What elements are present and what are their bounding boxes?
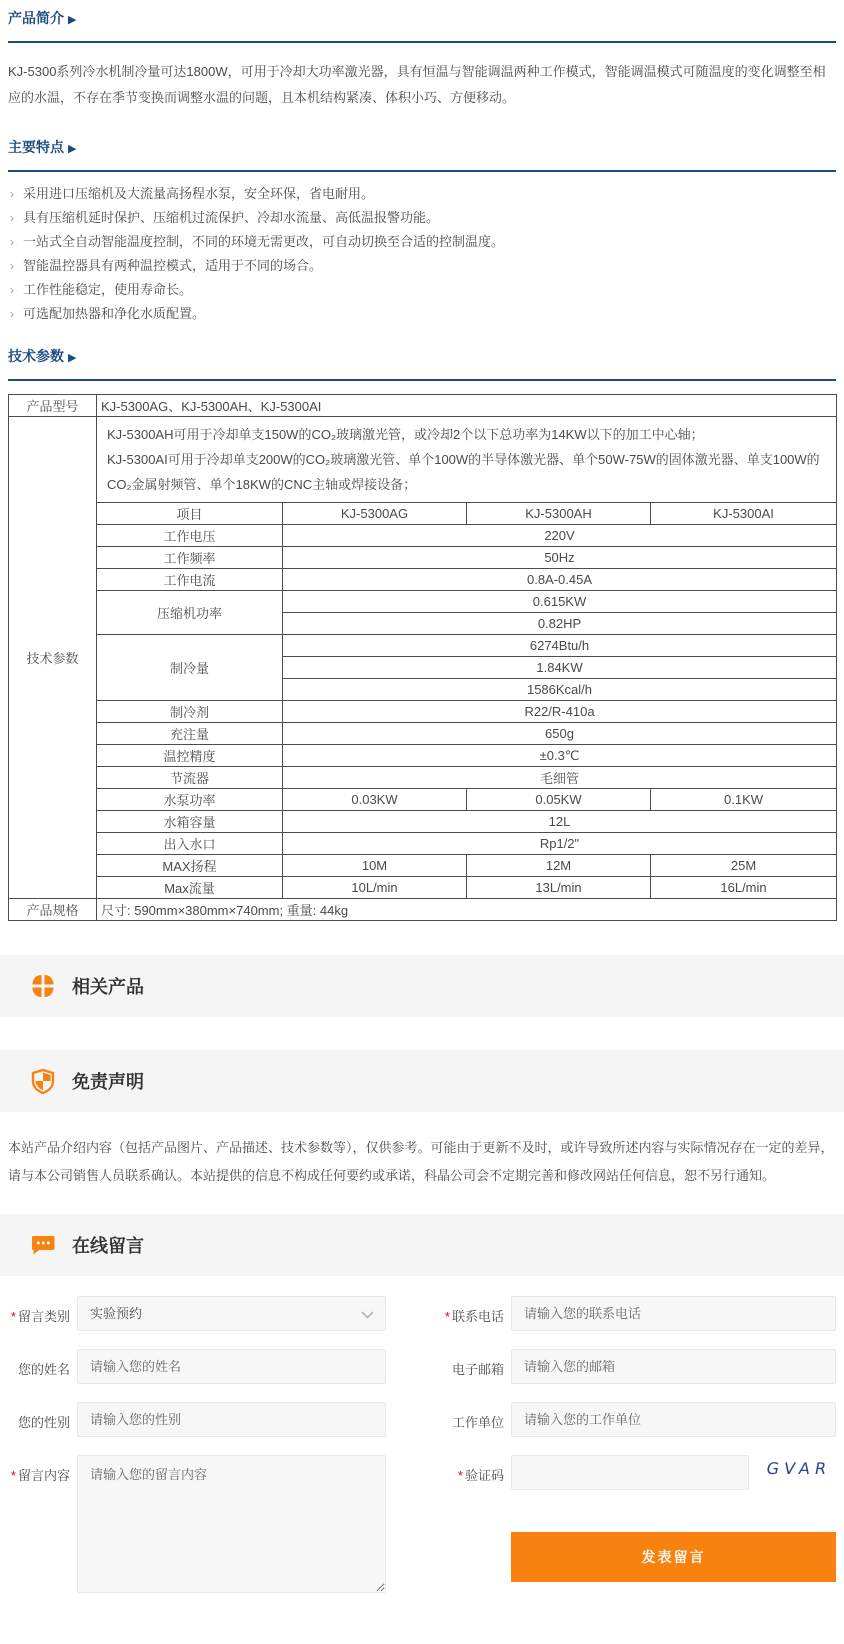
online-message-band [0,1214,844,1276]
form-row-email [442,1349,836,1384]
form-row-name [8,1349,386,1384]
spec-description-cell [97,417,837,503]
row-value: ±0.3℃ [283,745,837,767]
name-label: 您的姓名 [17,1362,70,1377]
table-row [9,701,837,723]
arrow-right-icon: ▶ [68,143,77,155]
table-row [9,855,837,877]
arrow-right-icon: ▶ [68,14,77,26]
chat-bubble-icon [30,1232,56,1258]
table-row [9,525,837,547]
form-right-column [442,1296,836,1614]
row-label: 工作电流 [97,569,283,591]
feature-text: 可选配加热器和净化水质配置。 [23,306,206,321]
row-value: 1586Kcal/h [283,679,837,701]
row-label: 出入水口 [97,833,283,855]
table-row [9,417,837,503]
captcha-input[interactable] [511,1455,749,1490]
message-form [8,1296,836,1614]
disclaimer-text: 本站产品介绍内容（包括产品图片、产品描述、技术参数等），仅供参考。可能由于更新不及时，或许导致所述内容与实际情况存在一定的差异，请与本公司销售人员联系确认。本站提供的信息不构成任何要约或承诺，科晶公司会不定期完善和修改网站任何信息，恕不另行通知。 [8,1140,834,1183]
four-petal-icon [30,973,56,999]
row-value: 50Hz [283,547,837,569]
feature-text: 采用进口压缩机及大流量高扬程水泵，安全环保，省电耐用。 [23,186,375,201]
list-item [10,182,836,206]
form-row-phone [442,1296,836,1331]
bottom-spacer [0,1614,844,1644]
row-value: Rp1/2" [283,833,837,855]
features-list [10,182,836,326]
table-row [9,591,837,613]
category-select[interactable] [77,1296,386,1331]
row-value: 0.03KW [283,789,467,811]
row-value: 10L/min [283,877,467,899]
message-content-textarea[interactable] [77,1455,386,1593]
table-row [9,789,837,811]
captcha-image[interactable]: GVAR [764,1459,833,1478]
form-row-captcha [442,1455,836,1490]
related-products-title: 相关产品 [72,977,144,997]
table-header-row [9,503,837,525]
table-row [9,745,837,767]
row-value: 13L/min [467,877,651,899]
column-header: 项目 [97,503,283,525]
bullet-icon: › [10,235,14,249]
feature-text: 具有压缩机延时保护、压缩机过流保护、冷却水流量、高低温报警功能。 [23,210,440,225]
gender-label: 您的性别 [17,1415,70,1430]
form-row-category [8,1296,386,1331]
params-group-label: 技术参数 [9,417,97,899]
row-value: 650g [283,723,837,745]
desc-line: KJ-5300AH可用于冷却单支150W的CO₂玻璃激光管，或冷却2个以下总功率为14KW以下的加工中心轴； [107,427,704,442]
row-label: MAX扬程 [97,855,283,877]
row-value: 6274Btu/h [283,635,837,657]
row-value: 0.05KW [467,789,651,811]
row-label: 水箱容量 [97,811,283,833]
row-value: 毛细管 [283,767,837,789]
row-value: 0.1KW [651,789,837,811]
features-title: 主要特点 [8,139,64,155]
row-label: 工作电压 [97,525,283,547]
required-asterisk: * [10,1309,16,1324]
company-input[interactable] [511,1402,836,1437]
row-value: 220V [283,525,837,547]
submit-message-button[interactable]: 发表留言 [511,1532,836,1582]
desc-line: KJ-5300AI可用于冷却单支200W的CO₂玻璃激光管、单个100W的半导体激光器、单个50W-75W的固体激光器、单支100W的CO₂金属射频管、单个18KW的CNC主轴或焊接设备； [107,452,820,492]
gender-input[interactable] [77,1402,386,1437]
form-row-content [8,1455,386,1596]
disclaimer-title: 免责声明 [72,1072,144,1092]
row-value: 25M [651,855,837,877]
row-value: 10M [283,855,467,877]
row-value: 16L/min [651,877,837,899]
list-item [10,254,836,278]
feature-text: 工作性能稳定，使用寿命长。 [23,282,193,297]
bullet-icon: › [10,187,14,201]
table-row [9,767,837,789]
row-label: 产品规格 [9,899,97,921]
section-head-features [8,137,836,172]
table-row [9,723,837,745]
shield-icon [30,1068,56,1094]
form-row-gender [8,1402,386,1437]
row-label: 节流器 [97,767,283,789]
list-item [10,278,836,302]
bullet-icon: › [10,307,14,321]
bullet-icon: › [10,211,14,225]
form-row-company [442,1402,836,1437]
row-label: 制冷量 [97,635,283,701]
row-label: 产品型号 [9,395,97,417]
arrow-right-icon: ▶ [68,352,77,364]
column-header: KJ-5300AH [467,503,651,525]
table-row [9,877,837,899]
row-label: 制冷剂 [97,701,283,723]
disclaimer-band [0,1050,844,1112]
spec-size-value: 尺寸: 590mm×380mm×740mm; 重量: 44kg [97,899,837,921]
email-input[interactable] [511,1349,836,1384]
intro-title: 产品简介 [8,10,64,26]
name-input[interactable] [77,1349,386,1384]
phone-label: * 联系电话 [444,1309,504,1324]
row-label: Max流量 [97,877,283,899]
table-row [9,899,837,921]
row-label: 压缩机功率 [97,591,283,635]
table-row [9,569,837,591]
row-value: 12L [283,811,837,833]
required-asterisk: * [444,1309,450,1324]
phone-input[interactable] [511,1296,836,1331]
required-asterisk: * [457,1468,463,1483]
column-header: KJ-5300AG [283,503,467,525]
bullet-icon: › [10,259,14,273]
feature-text: 一站式全自动智能温度控制，不同的环境无需更改，可自动切换至合适的控制温度。 [23,234,505,249]
section-head-intro [8,8,836,43]
bullet-icon: › [10,283,14,297]
row-value: 0.615KW [283,591,837,613]
model-value: KJ-5300AG、KJ-5300AH、KJ-5300AI [97,395,837,417]
specs-title: 技术参数 [8,348,64,364]
captcha-label: * 验证码 [457,1468,504,1483]
list-item [10,230,836,254]
row-label: 工作频率 [97,547,283,569]
content-label: * 留言内容 [10,1468,70,1483]
row-value: 12M [467,855,651,877]
table-row [9,811,837,833]
row-label: 充注量 [97,723,283,745]
related-products-band [0,955,844,1017]
company-label: 工作单位 [451,1415,504,1430]
table-row [9,833,837,855]
email-label: 电子邮箱 [451,1362,504,1377]
row-label: 水泵功率 [97,789,283,811]
list-item [10,206,836,230]
feature-text: 智能温控器具有两种温控模式，适用于不同的场合。 [23,258,323,273]
form-left-column [8,1296,386,1614]
table-row [9,547,837,569]
spec-table [8,394,837,921]
row-value: 1.84KW [283,657,837,679]
category-label: * 留言类别 [10,1309,70,1324]
row-value: 0.82HP [283,613,837,635]
required-asterisk: * [10,1468,16,1483]
online-message-title: 在线留言 [72,1236,144,1256]
row-value: 0.8A-0.45A [283,569,837,591]
product-detail-page [0,8,844,1644]
row-value: R22/R-410a [283,701,837,723]
column-header: KJ-5300AI [651,503,837,525]
table-row [9,635,837,657]
table-row [9,395,837,417]
intro-paragraph: KJ-5300系列冷水机制冷量可达1800W，可用于冷却大功率激光器，具有恒温与智能调温两种工作模式，智能调温模式可随温度的变化调整至相应的水温，不存在季节变换而调整水温的问题，且本机结构紧凑、体积小巧、方便移动。 [8,64,826,105]
row-label: 温控精度 [97,745,283,767]
section-head-specs [8,346,836,381]
list-item [10,302,836,326]
